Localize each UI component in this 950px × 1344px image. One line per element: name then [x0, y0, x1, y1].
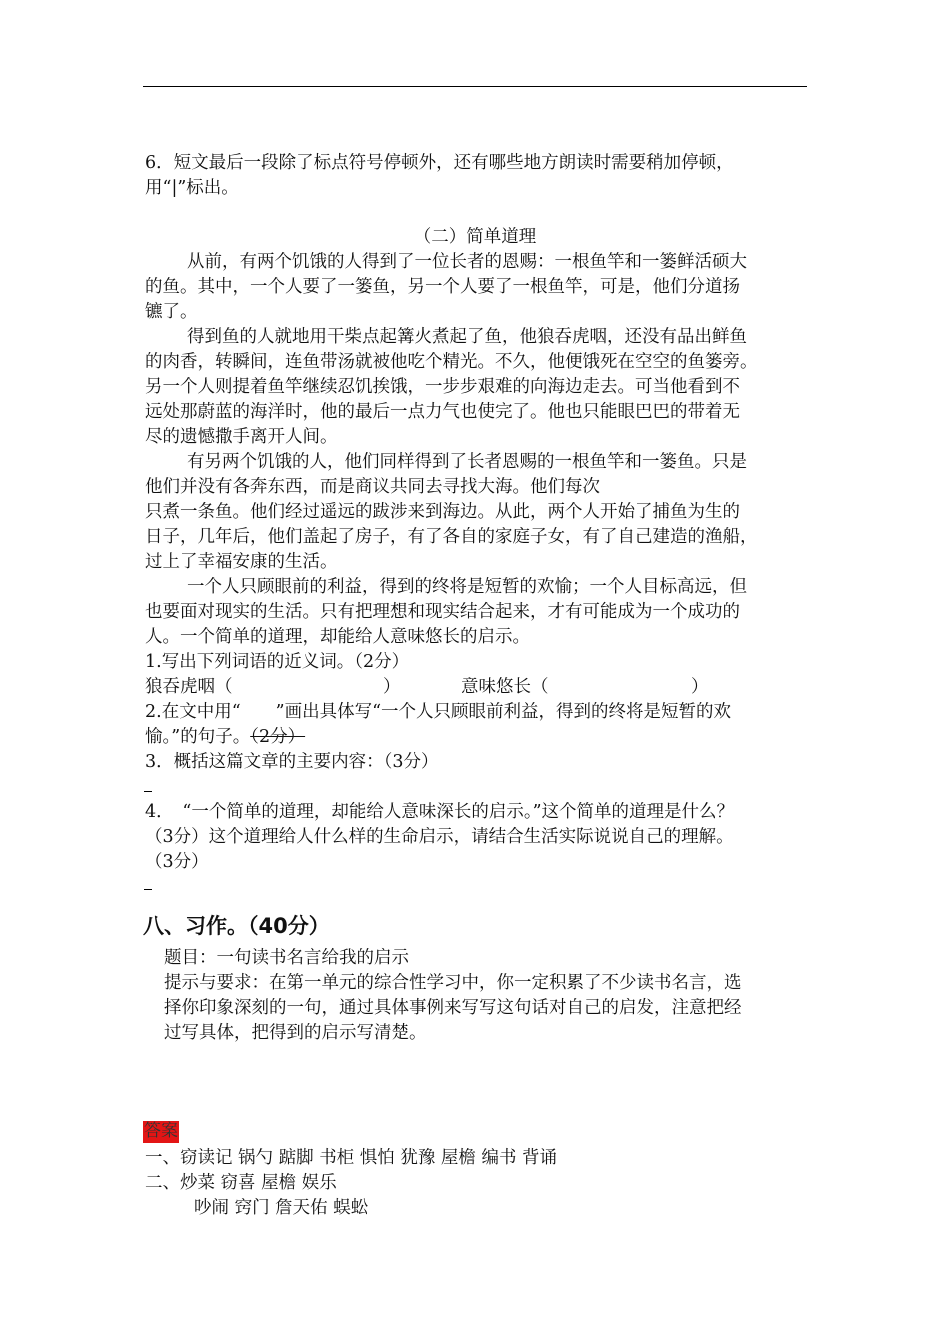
composition-req-line2: 择你印象深刻的一句，通过具体事例来写写这句话对自己的启发，注意把经 [164, 998, 742, 1018]
composition-topic: 题目：一句读书名言给我的启示 [164, 948, 409, 968]
answer-line1: 一、窃读记 锅勺 踮脚 书柜 惧怕 犹豫 屋檐 编书 背诵 [145, 1148, 558, 1168]
composition-req-line3: 过写具体，把得到的启示写清楚。 [164, 1023, 427, 1043]
composition-req-line1: 提示与要求：在第一单元的综合性学习中，你一定积累了不少读书名言，选 [164, 973, 742, 993]
passage-line: 一个人只顾眼前的利益，得到的终将是短暂的欢愉；一个人目标高远，但 [187, 577, 747, 597]
passage-line: 只煮一条鱼。他们经过遥远的跋涉来到海边。从此，两个人开始了捕鱼为生的 [145, 502, 740, 522]
question-3: 3．概括这篇文章的主要内容：（3分） [145, 752, 439, 772]
passage-line: 有另两个饥饿的人，他们同样得到了长者恩赐的一根鱼竿和一篓鱼。只是 [187, 452, 747, 472]
question-1: 1.写出下列词语的近义词。（2分） [145, 652, 410, 672]
answer-label: 答案 [144, 1121, 178, 1141]
q1-word1: 狼吞虎咽（ [145, 677, 233, 697]
answer-line3: 吵闹 窍门 詹天佑 蜈蚣 [194, 1198, 369, 1218]
answer-line2: 二、炒菜 窃喜 屋檐 娱乐 [145, 1173, 337, 1193]
passage-line: 的鱼。其中，一个人要了一篓鱼，另一个人要了一根鱼竿，可是，他们分道扬 [145, 277, 740, 297]
question-4-line2: （3分）这个道理给人什么样的生命启示，请结合生活实际说说自己的理解。 [145, 827, 734, 847]
passage-line: 另一个人则提着鱼竿继续忍饥挨饿，一步步艰难的向海边走去。可当他看到不 [145, 377, 740, 397]
question-4-line3: （3分） [145, 852, 209, 872]
passage-line: 他们并没有各奔东西，而是商议共同去寻找大海。他们每次 [145, 477, 600, 497]
q1-word2: 意味悠长（ [461, 677, 549, 697]
passage-line: 也要面对现实的生活。只有把理想和现实结合起来，才有可能成为一个成功的 [145, 602, 740, 622]
passage-line: 尽的遗憾撒手离开人间。 [145, 427, 338, 447]
passage-line: 日子，几年后，他们盖起了房子，有了各自的家庭子女，有了自己建造的渔船， [145, 527, 758, 547]
q2-text: 愉。”的句子。 [145, 727, 251, 747]
passage-line: 从前，有两个饥饿的人得到了一位长者的恩赐：一根鱼竿和一篓鲜活硕大 [187, 252, 747, 272]
q1-close2: ） [691, 677, 709, 697]
passage-line: 镳了。 [145, 302, 198, 322]
passage-line: 人。一个简单的道理，却能给人意味悠长的启示。 [145, 627, 530, 647]
passage-line: 的肉香，转瞬间，连鱼带汤就被他吃个精光。不久，他便饿死在空空的鱼篓旁。 [145, 352, 758, 372]
q6-line1: 6．短文最后一段除了标点符号停顿外，还有哪些地方朗读时需要稍加停顿， [145, 153, 734, 173]
passage-line: 过上了幸福安康的生活。 [145, 552, 338, 572]
answer-blank-line [144, 791, 152, 792]
q2-score: （2分） [250, 727, 306, 747]
section-title: （二）简单道理 [413, 227, 537, 247]
question-2-line1: 2.在文中用“ ”画出具体写“一个人只顾眼前利益，得到的终将是短暂的欢 [145, 702, 732, 722]
question-4-line1: 4． “一个简单的道理，却能给人意味深长的启示。”这个简单的道理是什么？ [145, 802, 735, 822]
question-2-line2 [145, 729, 305, 747]
passage-line: 远处那蔚蓝的海洋时，他的最后一点力气也使完了。他也只能眼巴巴的带着无 [145, 402, 740, 422]
header-rule [143, 86, 807, 87]
passage-line: 得到鱼的人就地用干柴点起篝火煮起了鱼，他狼吞虎咽，还没有品出鲜鱼 [187, 327, 747, 347]
composition-heading: 八、习作。（40分） [143, 914, 330, 938]
q6-line2: 用“|”标出。 [145, 178, 239, 198]
answer-blank-line [144, 889, 152, 890]
q1-close1: ） [383, 677, 401, 697]
